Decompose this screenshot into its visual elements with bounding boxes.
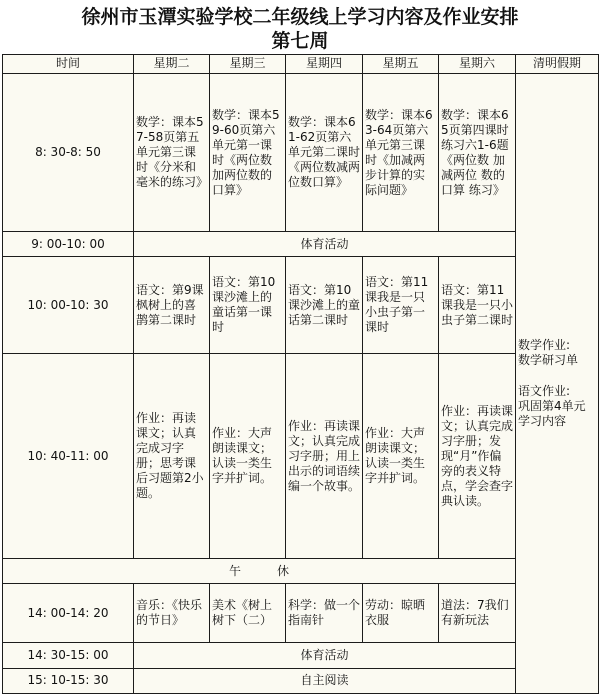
header-qingming-holiday: 清明假期 <box>516 55 599 74</box>
pe-activity: 体育活动 <box>134 232 516 257</box>
lunch-left-char: 午 <box>228 563 241 578</box>
chinese-saturday: 语文：第11课我是一只小虫子第二课时 <box>439 257 516 354</box>
page-title: 徐州市玉潭实验学校二年级线上学习内容及作业安排 <box>81 6 519 28</box>
header-wednesday: 星期三 <box>210 55 286 74</box>
homework-saturday: 作业：再读课文；认真完成习字册；发现“月”作偏旁的表义特点，学会查字典认读。 <box>439 354 516 559</box>
music-tuesday: 音乐：《快乐的节日》 <box>134 584 210 643</box>
table-row <box>3 643 599 668</box>
table-row <box>3 558 599 583</box>
math-friday: 数学：课本63-64页第六单元第三课时《加减两步计算的实际问题》 <box>363 73 439 231</box>
header-row <box>3 55 599 74</box>
homework-thursday: 作业：再读课文；认真完成习字册；用上出示的词语续编一个故事。 <box>286 354 363 559</box>
time-slot: 15: 10-15: 30 <box>3 668 134 693</box>
table-row <box>3 73 599 231</box>
homework-wednesday: 作业：大声朗读课文；认读一类生字并扩词。 <box>210 354 286 559</box>
chinese-friday: 语文：第11课我是一只小虫子第一课时 <box>363 257 439 354</box>
table-row <box>3 354 599 559</box>
time-slot: 8: 30-8: 50 <box>3 73 134 231</box>
header-friday: 星期五 <box>363 55 439 74</box>
holiday-homework-cell <box>516 73 599 693</box>
self-reading: 自主阅读 <box>134 668 516 693</box>
lunch-right-char: 休 <box>277 563 290 578</box>
time-slot: 10: 00-10: 30 <box>3 257 134 354</box>
time-slot: 14: 30-15: 00 <box>3 643 134 668</box>
header-time: 时间 <box>3 55 134 74</box>
chinese-tuesday: 语文：第9课枫树上的喜鹊第二课时 <box>134 257 210 354</box>
pe-activity: 体育活动 <box>134 643 516 668</box>
time-slot: 9: 00-10: 00 <box>3 232 134 257</box>
week-subtitle: 第七周 <box>271 30 329 52</box>
holiday-math-text: 数学研习单 <box>518 352 579 367</box>
lunch-break <box>3 558 516 583</box>
table-row <box>3 232 599 257</box>
homework-friday: 作业：大声朗读课文；认读一类生字并扩词。 <box>363 354 439 559</box>
homework-tuesday: 作业：再读课文；认真完成习字册；思考课后习题第2小题。 <box>134 354 210 559</box>
morality-saturday: 道法：7我们有新玩法 <box>439 584 516 643</box>
time-slot: 14: 00-14: 20 <box>3 584 134 643</box>
science-thursday: 科学：做一个指南针 <box>286 584 363 643</box>
time-slot: 10: 40-11: 00 <box>3 354 134 559</box>
header-saturday: 星期六 <box>439 55 516 74</box>
header-thursday: 星期四 <box>286 55 363 74</box>
chinese-thursday: 语文：第10课沙滩上的童话第二课时 <box>286 257 363 354</box>
holiday-chinese-label: 语文作业: <box>518 383 571 398</box>
table-row <box>3 584 599 643</box>
art-wednesday: 美术《树上树下（二） <box>210 584 286 643</box>
math-saturday: 数学：课本65页第四课时练习六1-6题《两位数 加减两位 数的口算 练习》 <box>439 73 516 231</box>
math-thursday: 数学：课本61-62页第六单元第二课时《两位数减两位数口算》 <box>286 73 363 231</box>
table-row <box>3 257 599 354</box>
labor-friday: 劳动：晾晒衣服 <box>363 584 439 643</box>
chinese-wednesday: 语文：第10课沙滩上的童话第一课时 <box>210 257 286 354</box>
schedule-table <box>2 54 599 694</box>
math-tuesday: 数学：课本57-58页第五单元第三课时《分米和毫米的练习》 <box>134 73 210 231</box>
table-row <box>3 668 599 693</box>
holiday-math-label: 数学作业: <box>518 337 571 352</box>
math-wednesday: 数学：课本59-60页第六单元第一课时《两位数加两位数的口算》 <box>210 73 286 231</box>
holiday-chinese-text: 巩固第4单元学习内容 <box>518 398 586 428</box>
header-tuesday: 星期二 <box>134 55 210 74</box>
